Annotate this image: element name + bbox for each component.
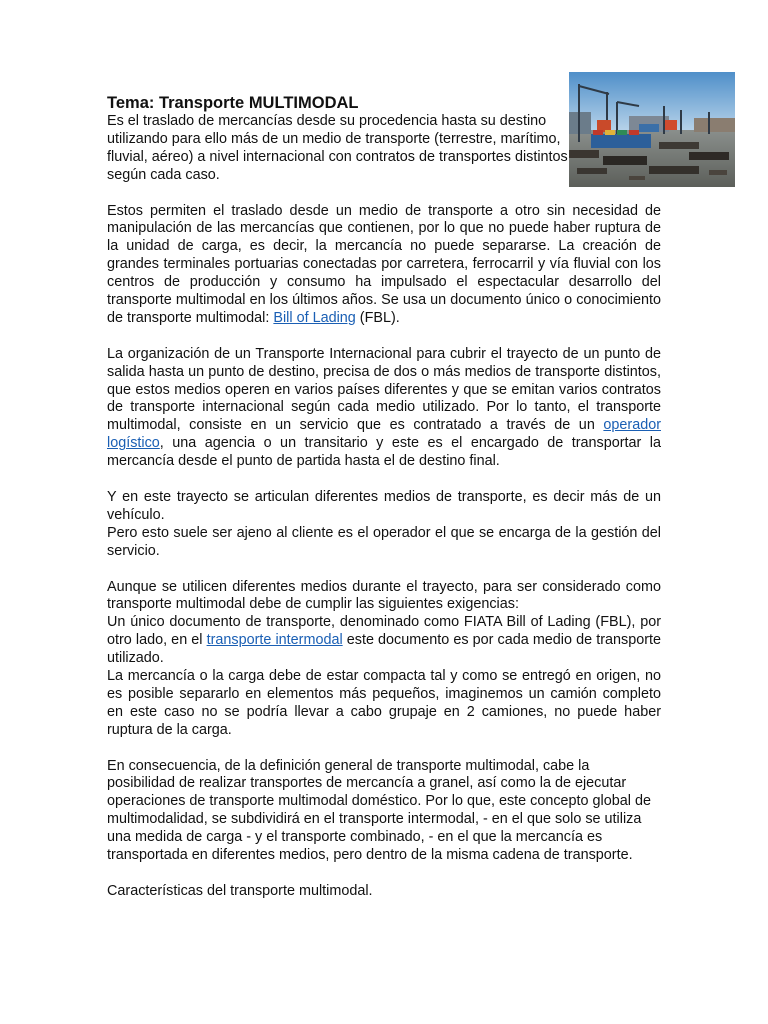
paragraph-2-after: (FBL). <box>355 309 400 326</box>
document-title: Tema: Transporte MULTIMODAL <box>107 94 359 112</box>
transporte-intermodal-link[interactable]: transporte intermodal <box>206 632 343 649</box>
paragraph-4 <box>107 489 661 561</box>
paragraph-5 <box>107 579 661 740</box>
paragraph-3-after: , una agencia o un transitario y este es el encargado de transportar la mercancía desde el punto de partida hasta el de destino final. <box>107 435 661 470</box>
paragraph-2 <box>107 203 661 328</box>
document-body <box>107 93 661 919</box>
paragraph-5-line-3: La mercancía o la carga debe de estar compacta tal y como se entregó en origen, no es posible separarlo en elementos más pequeños, imaginemos un camión completo en este caso no se podría llevar a cabo grupaje en 2 camiones, no puede haber ruptura de la carga. <box>107 668 661 738</box>
paragraph-5-line-2-text: Un único documento de transporte, denominado como FIATA Bill of Lading (FBL), por otro lado, en el <box>107 614 661 649</box>
intro-paragraph: Es el traslado de mercancías desde su procedencia hasta su destino utilizando para ello más de un medio de transporte (terrestre, marítimo, fluvial, aéreo) a nivel internacional con contratos de transportes distintos según cada caso. <box>107 113 568 183</box>
paragraph-5-line-1: Aunque se utilicen diferentes medios durante el trayecto, para ser considerado como transporte multimodal debe de cumplir las siguientes exigencias: <box>107 578 661 613</box>
paragraph-5-line-2-after: este documento es por cada medio de transporte utilizado. <box>107 632 661 667</box>
paragraph-4-line-1: Y en este trayecto se articulan diferentes medios de transporte, es decir más de un vehículo. <box>107 488 661 523</box>
paragraph-6: En consecuencia, de la definición general de transporte multimodal, cabe la posibilidad de realizar transportes de mercancía a granel, así como la de ejecutar operaciones de transporte multimodal doméstico. Por lo que, este concepto global de multimodalidad, se subdividirá en el transporte intermodal, - en el que solo se utiliza una medida de carga - y el transporte combinado, - en el que la mercancía es transportada en diferentes medios, pero dentro de la misma cadena de transporte. <box>107 757 651 864</box>
paragraph-3 <box>107 346 661 471</box>
paragraph-3-text: La organización de un Transporte Internacional para cubrir el trayecto de un punto de salida hasta un punto de destino, precisa de dos o más medios de transporte distintos, que estos medios operen en varios países diferentes y que se emitan varios contratos de transporte internacional según cada medio utilizado. Por lo tanto, el transporte multimodal, consiste en un servicio que es contratado a través de un <box>107 345 661 434</box>
paragraph-7: Características del transporte multimodal. <box>107 882 373 899</box>
operador-logistico-link[interactable]: operador logístico <box>107 417 661 452</box>
paragraph-4-line-2: Pero esto suele ser ajeno al cliente es el operador el que se encarga de la gestión del servicio. <box>107 524 661 559</box>
bill-of-lading-link[interactable]: Bill of Lading <box>273 309 356 326</box>
paragraph-2-text: Estos permiten el traslado desde un medio de transporte a otro sin necesidad de manipulación de las mercancías que contienen, por lo que no puede haber ruptura de la unidad de carga, es decir, la mercancía no puede separarse. La creación de grandes terminales portuarias conectadas por carretera, ferrocarril y vía fluvial con los centros de producción y consumo ha impulsado el espectacular desarrollo del transporte multimodal en los últimos años. Se usa un documento único o conocimiento de transporte multimodal: <box>107 202 661 326</box>
paragraph-5-line-2 <box>107 614 661 668</box>
